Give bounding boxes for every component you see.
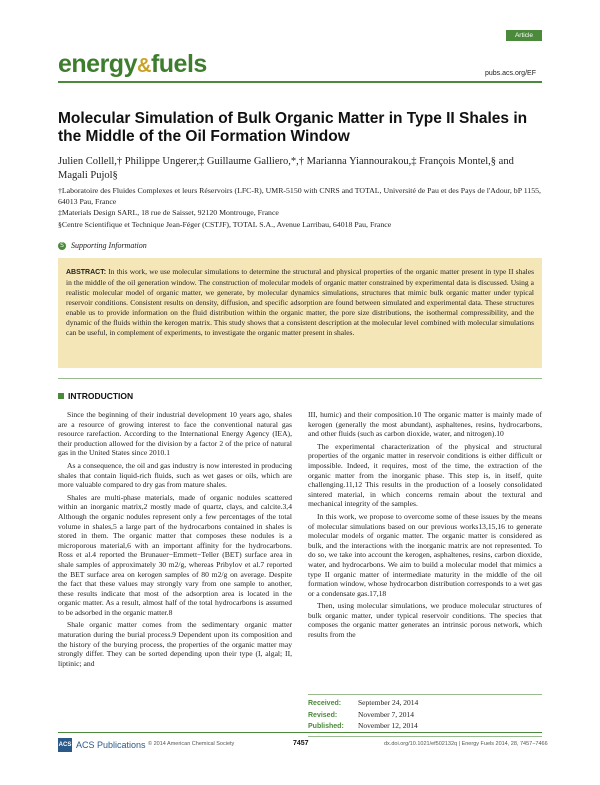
paragraph: The experimental characterization of the physical and structural properties of the organic matter in reservoir conditions is either difficult or impossible. Indeed, it requires, most of the time, the extraction of the organic matter from the inorganic phase. This step is, in itself, quite challenging.11,12 This results in the production of a loosely consolidated sintered material, in which concerns remain about the textural and mechanical integrity of the samples.: [308, 441, 542, 509]
author-list: Julien Collell,† Philippe Ungerer,‡ Guillaume Galliero,*,† Marianna Yiannourakou,‡ François Montel,§ and Magali Pujol§: [58, 156, 514, 181]
date-received: Received: September 24, 2014: [308, 698, 419, 707]
publisher-name: ACS Publications: [76, 740, 146, 750]
affiliation-3: §Centre Scientifique et Technique Jean-Féger (CSTJF), TOTAL S.A., Avenue Larribau, 64018 Pau, France: [58, 219, 392, 229]
publisher-logo[interactable]: [58, 738, 146, 752]
section-heading: [58, 391, 133, 401]
journal-logo: energy&fuels: [58, 50, 207, 78]
article-title: Molecular Simulation of Bulk Organic Matter in Type II Shales in the Middle of the Oil Formation Window: [58, 110, 528, 145]
section-square-icon: [58, 393, 64, 399]
body-column-right: [308, 410, 542, 643]
supporting-info-link[interactable]: [58, 241, 147, 250]
doi-citation[interactable]: dx.doi.org/10.1021/ef502132q | Energy Fuels 2014, 28, 7457−7466: [384, 741, 548, 747]
copyright: © 2014 American Chemical Society: [148, 741, 235, 747]
abstract-label: ABSTRACT:: [66, 269, 107, 276]
date-published: Published: November 12, 2014: [308, 721, 418, 730]
date-revised: Revised: November 7, 2014: [308, 709, 415, 719]
supporting-info-label: Supporting Information: [71, 241, 147, 250]
paragraph: Shales are multi-phase materials, made of organic nodules scattered within an inorganic matrix,2 mostly made of quartz, clays, and calcite.3,4 Although the organic nodules represent only a few percentages of the total volume in shales,5 a large part of the hydrocarbons contained in shales is stored in them. The organic matter that composes these nodules is a microporous material,6 with an important affinity for the hydrocarbons. Ross et al.4 reported the Brunauer−Emmett−Teller (BET) surface area in shale samples of approximately 30 m2/g, whereas Pribylov et al.7 reported the BET surface area on kerogen samples of 80 m2/g on average. Despite the fact that these values may strongly vary from one sample to another, these results indicate that most of the adsorption area is located in the organic matter. As a result, almost half of the total hydrocarbons is assumed to be adsorbed in the organic matter.8: [58, 492, 292, 617]
section-title: INTRODUCTION: [68, 391, 134, 401]
paragraph: Shale organic matter comes from the sedimentary organic matter maturation during the burial process.9 Dependent upon its composition and the history of the burying process, the properties of the organic matter may strongly differ. They can be sorted depending upon their type (I, algal; II, liptinic; and: [58, 620, 292, 668]
paragraph: Since the beginning of their industrial development 10 years ago, shales are a resource of growing interest to face the conventional natural gas resource rarefaction. According to the International Energy Agency (IEA), their production allowed for the division by a factor 2 of the price of natural gas in the United States since 2010.1: [58, 410, 292, 458]
abstract-box: [58, 258, 542, 368]
affiliations: [58, 186, 542, 231]
paragraph: In this work, we propose to overcome some of these issues by the means of molecular simulations based on our previous works13,15,16 to generate molecular models of organic matter. The organic matter is considered as bulk, and the interactions with the inorganic matrix are not represented. To do so, we take into account the kerogen, asphaltenes, resins, carbon dioxide, water, and hydrocarbons. We aim to build a molecular model that mimics a type II organic matter of intermediate maturity in the middle of the oil formation window, whose hydrocarbon distribution corresponds to a wet gas or a condensate gas.17,18: [308, 511, 542, 598]
affiliation-2: ‡Materials Design SARL, 18 rue de Saisset, 92120 Montrouge, France: [58, 208, 279, 217]
affiliation-1: †Laboratoire des Fluides Complexes et leurs Réservoirs (LFC-R), UMR-5150 with CNRS and TOTAL, Université de Pau et des Pays de l'Adour, bP 1155, 64013 Pau, France: [58, 186, 541, 206]
abstract-text: In this work, we use molecular simulations to determine the structural and physical properties of the organic matter present in type II shales in the middle of the oil generation window. The construction of molecular models of organic matter constrained by experimental data is discussed. Using a realistic molecular model of organic matter, we generate, by molecular dynamics simulations, structures that mimic bulk organic matter under typical reservoir conditions. Consistent results on density, diffusion, and specific adsorption are found between simulated and experimental data. These structures enable us to provide information on the fluid distribution within the organic matter, the pore size distributions, the isothermal compressibility, and the dynamic of the fluids within the kerogen matrix. This study shows that a consistent description at the molecular level combined with molecular simulations can be useful, in complement of experiments, to investigate the organic matter present in shales.: [66, 267, 535, 337]
abstract-divider: [58, 378, 542, 379]
paragraph: Then, using molecular simulations, we produce molecular structures of bulk organic matter, under typical reservoir conditions. The species that composes the organic matter generates an intrinsic porous network, which results from the: [308, 601, 542, 640]
body-column-left: [58, 410, 292, 671]
page-number: 7457: [293, 740, 309, 747]
header-divider: [58, 81, 542, 83]
supporting-info-icon: S: [58, 242, 66, 250]
paragraph: As a consequence, the oil and gas industry is now interested in producing shales that contain liquid-rich fluids, such as wet gases or oils, which are more valuable compared to dry gas from mature shales.: [58, 460, 292, 490]
acs-icon: ACS: [58, 738, 72, 752]
journal-url[interactable]: pubs.acs.org/EF: [485, 70, 536, 77]
article-type-badge: Article: [506, 30, 542, 41]
paragraph: III, humic) and their composition.10 The organic matter is mainly made of kerogen (generally the most abundant), asphaltenes, resins, hydrocarbons, and other fluids (such as carbon dioxide, water, and nitrogen).10: [308, 410, 542, 439]
footer-divider: [58, 732, 542, 733]
article-dates: [308, 694, 542, 737]
